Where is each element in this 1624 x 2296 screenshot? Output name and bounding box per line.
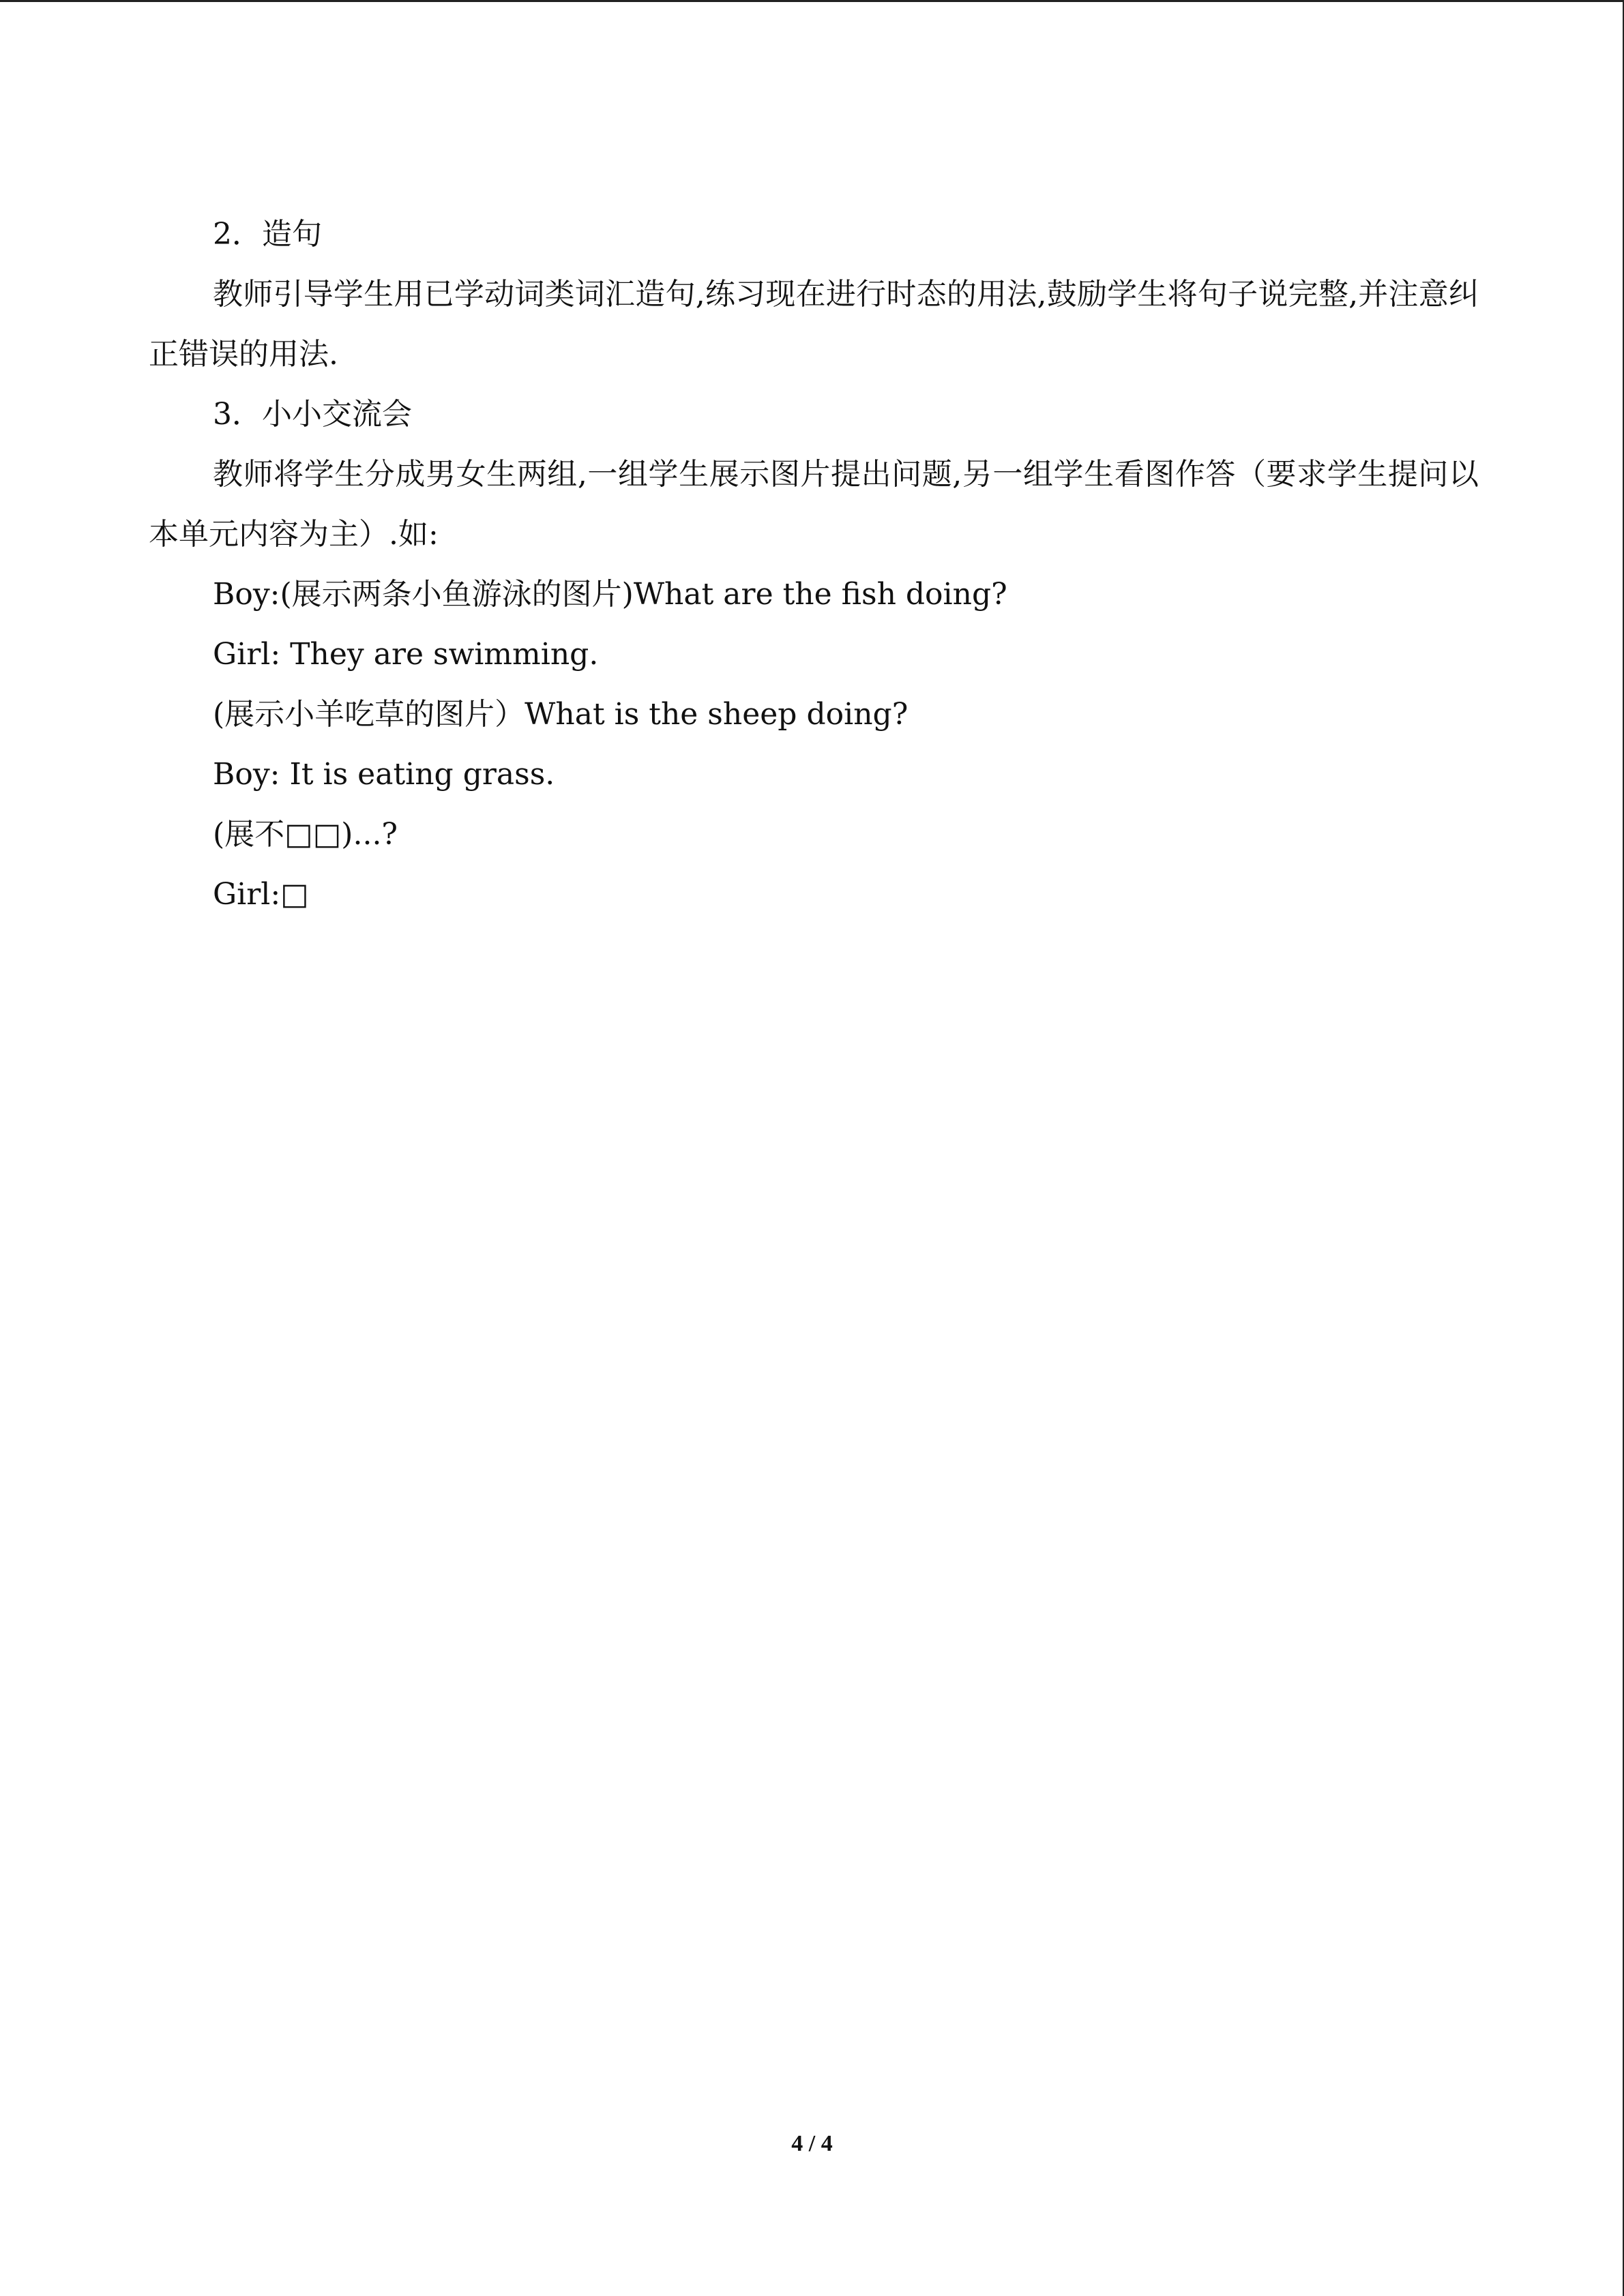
document-body <box>149 205 1479 925</box>
section-paragraph-3: 教师将学生分成男女生两组,一组学生展示图片提出问题,另一组学生看图作答（要求学生提问以本单元内容为主）.如: <box>149 457 1479 552</box>
section-heading-3: 3．小小交流会 <box>213 397 412 432</box>
page-number: 4 / 4 <box>791 2131 833 2156</box>
page-top-border <box>0 0 1624 2</box>
dialogue-line-2: Girl: They are swimming. <box>213 637 599 672</box>
section-heading-2: 2．造句 <box>213 217 322 252</box>
dialogue-line-5: (展不□□)...? <box>213 817 398 852</box>
section-paragraph-2: 教师引导学生用已学动词类词汇造句,练习现在进行时态的用法,鼓励学生将句子说完整,并注意纠正错误的用法. <box>149 277 1479 372</box>
dialogue-line-1: Boy:(展示两条小鱼游泳的图片)What are the fish doing? <box>213 577 1007 612</box>
dialogue-line-3: (展示小羊吃草的图片）What is the sheep doing? <box>213 697 909 732</box>
dialogue-line-4: Boy: It is eating grass. <box>213 757 555 792</box>
dialogue-line-6: Girl:□ <box>213 877 309 912</box>
